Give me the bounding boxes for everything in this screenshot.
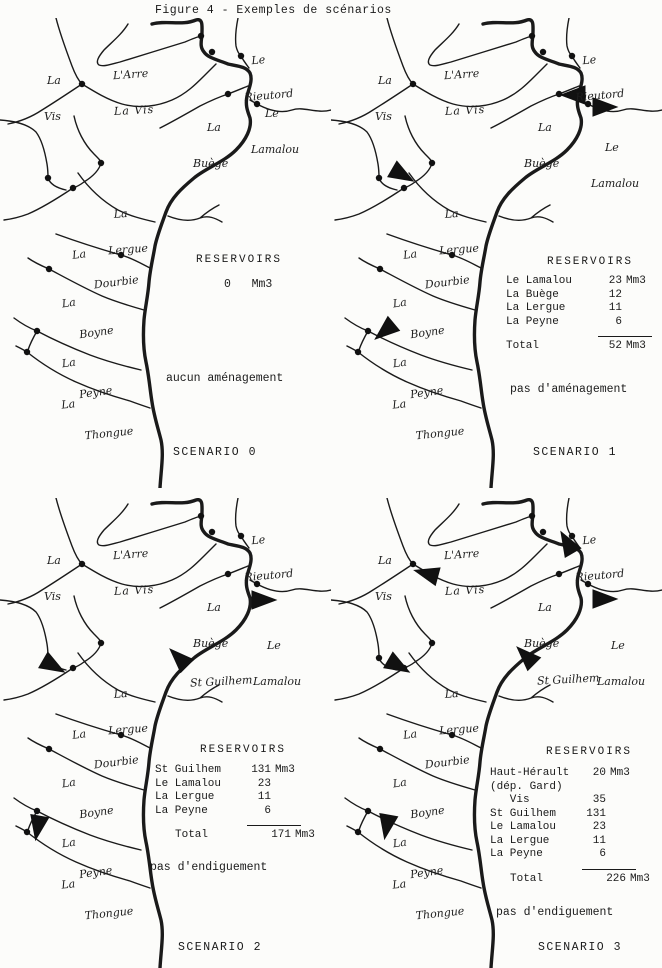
confluence-dot <box>98 160 104 166</box>
confluence-dot <box>529 513 535 519</box>
river-label-line: La <box>538 121 552 134</box>
river-label-st-guilhem <box>188 650 253 713</box>
river-label-line: Le <box>250 533 266 548</box>
river-label-buege <box>524 98 559 194</box>
reservoir-volume: 35 <box>592 794 606 806</box>
reservoirs-title: RESERVOIRS <box>546 746 633 758</box>
east-fork-path <box>499 205 553 222</box>
panel-note: pas d'endiguement <box>496 906 614 919</box>
river-label-line: Lergue <box>107 721 149 738</box>
confluence-dot <box>34 808 40 814</box>
river-label-la-vis-upper <box>375 531 396 627</box>
river-label-line: La <box>60 835 77 851</box>
reservoirs-title: RESERVOIRS <box>547 256 634 268</box>
confluence-dot <box>70 185 76 191</box>
confluence-dot <box>377 746 383 752</box>
confluence-dot <box>410 81 416 87</box>
confluence-dot <box>79 81 85 87</box>
reservoir-name: La Lergue <box>490 834 550 847</box>
river-label-line: La <box>538 601 552 614</box>
reservoir-row <box>490 781 650 795</box>
reservoir-name: Le Lamalou <box>506 275 573 287</box>
reservoir-row <box>506 275 662 289</box>
reservoir-row <box>506 289 662 303</box>
river-label-line: L'Arre <box>443 546 480 563</box>
east-fork-path <box>168 205 222 222</box>
reservoir-volume: 131 <box>586 807 606 820</box>
confluence-dot <box>98 640 104 646</box>
river-label-la-vis-upper <box>44 51 65 147</box>
reservoir-triangle-icon <box>39 652 69 680</box>
river-label-line: Rieutord <box>575 566 625 585</box>
reservoir-unit: Mm3 <box>626 275 646 287</box>
river-label-line: La <box>391 397 407 412</box>
river-label-line: Vis <box>44 110 61 123</box>
total-label: Total <box>506 340 540 352</box>
river-label-line: La <box>60 355 77 371</box>
river-label-line: La <box>113 206 129 221</box>
river-label-st-guilhem <box>535 648 600 711</box>
reservoir-total-row <box>155 829 315 843</box>
herault-main-river-path <box>143 500 251 968</box>
river-label-line: La <box>444 206 460 221</box>
reservoir-volume: 23 <box>257 777 271 790</box>
reservoir-volume: 11 <box>257 791 271 803</box>
lergue-southwest-branch <box>4 668 73 700</box>
reservoir-name: La Lergue <box>506 302 566 314</box>
total-volume: 171 <box>271 829 291 841</box>
confluence-dot <box>376 175 382 181</box>
river-label-line: Lamalou <box>591 177 640 190</box>
river-label-la-vis <box>112 80 155 142</box>
river-label-line: La <box>47 554 61 567</box>
river-label-line: Boyne <box>78 803 115 822</box>
river-label-line: Dourbie <box>424 753 471 772</box>
river-label-line: La <box>378 554 392 567</box>
river-label-line: Dourbie <box>93 273 140 292</box>
scenario-panel <box>0 18 331 488</box>
panel-note: pas d'aménagement <box>510 383 628 396</box>
lergue-upper-stem <box>73 116 101 188</box>
river-label-line: Peyne <box>409 863 445 882</box>
lergue-southwest-branch <box>335 188 404 220</box>
river-label-line: La <box>113 686 129 701</box>
panel-note: pas d'endiguement <box>150 861 268 874</box>
river-label-line: Buège <box>193 637 229 650</box>
figure-title: Figure 4 - Exemples de scénarios <box>155 4 392 17</box>
river-label-line: Boyne <box>78 323 115 342</box>
confluence-dot <box>355 349 361 355</box>
river-label-line: Le <box>581 533 597 548</box>
river-label-line: Thongue <box>415 904 465 923</box>
river-label-la-vis-upper <box>44 531 65 627</box>
reservoirs-title: RESERVOIRS <box>200 744 287 756</box>
river-label-line: La <box>391 295 408 311</box>
river-label-line: La <box>71 247 87 262</box>
river-label-line: La Vis <box>113 582 155 599</box>
river-label-buege <box>193 98 228 194</box>
confluence-dot <box>410 561 416 567</box>
reservoir-volume <box>582 781 606 795</box>
river-label-rieutord <box>239 508 296 608</box>
confluence-dot <box>429 640 435 646</box>
river-label-lamalou <box>251 84 299 180</box>
river-label-line: L'Arre <box>112 66 149 83</box>
river-label-line: La Vis <box>444 102 486 119</box>
river-label-lamalou <box>253 616 301 712</box>
confluence-dot <box>34 328 40 334</box>
river-label-line: La <box>47 74 61 87</box>
reservoir-name: (dép. Gard) <box>490 780 563 793</box>
river-label-line: Buège <box>193 157 229 170</box>
river-label-thongue <box>389 369 467 469</box>
reservoir-volume: 6 <box>599 848 606 860</box>
total-unit: Mm3 <box>630 872 650 885</box>
river-label-thongue <box>58 369 136 469</box>
river-label-line: L'Arre <box>443 66 480 83</box>
river-label-line: La <box>444 686 460 701</box>
river-label-line: La <box>391 877 407 892</box>
reservoir-row <box>155 778 315 792</box>
reservoir-row <box>490 794 650 808</box>
river-label-line: La Vis <box>113 102 155 119</box>
river-label-line: Le <box>581 53 597 68</box>
river-label-line: St Guilhem <box>536 671 600 688</box>
river-label-lamalou <box>591 118 639 214</box>
river-label-line: Buège <box>524 637 560 650</box>
reservoir-name: Le Lamalou <box>490 821 557 833</box>
total-divider <box>582 869 636 870</box>
river-label-line: L'Arre <box>112 546 149 563</box>
reservoir-row <box>506 302 662 316</box>
river-label-line: Boyne <box>409 323 446 342</box>
reservoir-unit: Mm3 <box>275 764 295 776</box>
reservoirs-list <box>155 764 315 843</box>
confluence-dot <box>556 91 562 97</box>
confluence-dot <box>401 185 407 191</box>
river-label-line: La Vis <box>444 582 486 599</box>
river-label-line: Le <box>265 107 279 120</box>
river-label-line: Peyne <box>78 383 114 402</box>
total-unit: Mm3 <box>295 829 315 841</box>
reservoir-volume: 6 <box>264 804 271 817</box>
river-label-line: La <box>71 727 87 742</box>
reservoir-name: Haut-Hérault <box>490 767 570 779</box>
confluence-dot <box>556 571 562 577</box>
reservoir-row <box>490 821 650 835</box>
confluence-dot <box>529 33 535 39</box>
river-label-line: La <box>391 355 408 371</box>
river-label-line: Vis <box>375 590 392 603</box>
confluence-dot <box>365 808 371 814</box>
confluence-dot <box>429 160 435 166</box>
confluence-dot <box>46 746 52 752</box>
river-label-line: Peyne <box>78 863 114 882</box>
total-unit: Mm3 <box>626 340 646 352</box>
river-label-rieutord <box>570 508 627 608</box>
river-label-line: St Guilhem <box>189 673 253 690</box>
scenario-label: SCENARIO 0 <box>173 446 258 459</box>
reservoir-unit: Mm3 <box>610 767 630 779</box>
river-label-line: La <box>60 295 77 311</box>
reservoirs-title: RESERVOIRS <box>196 254 283 266</box>
river-label-line: Lergue <box>438 721 480 738</box>
confluence-dot <box>225 571 231 577</box>
reservoir-volume: 11 <box>608 302 622 314</box>
river-label-line: Thongue <box>415 424 465 443</box>
scenario-label: SCENARIO 2 <box>178 941 263 954</box>
scenario-panel <box>331 498 662 968</box>
river-label-la-vis-upper <box>375 51 396 147</box>
confluence-dot <box>198 33 204 39</box>
reservoirs-total-volume: 0 Mm3 <box>224 278 273 291</box>
confluence-dot <box>540 49 546 55</box>
scenario-label: SCENARIO 1 <box>533 446 618 459</box>
confluence-dot <box>198 513 204 519</box>
river-label-line: Buège <box>524 157 560 170</box>
confluence-dot <box>355 829 361 835</box>
river-label-line: Lergue <box>438 241 480 258</box>
river-label-line: Rieutord <box>575 86 625 105</box>
river-label-line: Dourbie <box>424 273 471 292</box>
river-label-line: La <box>402 247 418 262</box>
confluence-dot <box>209 529 215 535</box>
total-label: Total <box>510 872 544 885</box>
total-volume: 226 <box>606 872 626 885</box>
river-label-line: Le <box>605 141 619 154</box>
reservoir-row <box>490 835 650 849</box>
herault-main-river-path <box>474 20 582 488</box>
reservoir-row <box>490 848 650 862</box>
reservoir-name: La Lergue <box>155 791 215 803</box>
river-label-line: La <box>207 601 221 614</box>
confluence-dot <box>540 529 546 535</box>
river-label-line: Lamalou <box>597 675 646 688</box>
lergue-southwest-branch <box>4 188 73 220</box>
river-label-line: Le <box>611 639 625 652</box>
river-label-line: Peyne <box>409 383 445 402</box>
reservoir-row <box>506 316 662 330</box>
river-label-line: Thongue <box>84 904 134 923</box>
river-label-line: La <box>391 835 408 851</box>
river-label-line: Dourbie <box>93 753 140 772</box>
river-label-line: Le <box>250 53 266 68</box>
confluence-dot <box>79 561 85 567</box>
reservoir-name: La Buège <box>506 288 559 301</box>
total-divider <box>598 336 652 337</box>
reservoir-name: La Peyne <box>506 315 559 328</box>
confluence-dot <box>70 665 76 671</box>
reservoir-volume: 6 <box>615 315 622 328</box>
confluence-dot <box>377 266 383 272</box>
river-label-line: La <box>402 727 418 742</box>
confluence-dot <box>24 829 30 835</box>
confluence-dot <box>24 349 30 355</box>
reservoir-name: St Guilhem <box>490 807 557 820</box>
reservoir-name: La Peyne <box>490 848 543 860</box>
reservoir-row <box>490 767 650 781</box>
reservoir-volume: 11 <box>592 834 606 847</box>
panel-note: aucun aménagement <box>166 372 284 385</box>
river-label-line: La <box>391 775 408 791</box>
reservoir-triangle-icon <box>388 161 418 189</box>
river-label-la-vis <box>112 560 155 622</box>
river-label-line: Vis <box>375 110 392 123</box>
reservoirs-list <box>506 275 662 354</box>
reservoir-total-row <box>490 873 650 887</box>
reservoir-volume: 12 <box>608 288 622 301</box>
reservoir-row <box>490 808 650 822</box>
herault-main-river-path <box>474 500 582 968</box>
confluence-dot <box>46 266 52 272</box>
reservoir-name: La Peyne <box>155 804 208 817</box>
reservoir-volume: 23 <box>608 275 622 287</box>
river-label-line: Lergue <box>107 241 149 258</box>
lergue-southwest-branch <box>335 668 404 700</box>
lergue-upper-stem <box>404 596 432 668</box>
reservoir-name: Le Lamalou <box>155 777 222 790</box>
river-label-line: Vis <box>44 590 61 603</box>
river-label-line: Rieutord <box>244 86 294 105</box>
scenario-label: SCENARIO 3 <box>538 941 623 954</box>
confluence-dot <box>365 328 371 334</box>
river-label-line: Thongue <box>84 424 134 443</box>
river-label-rieutord <box>570 28 627 128</box>
confluence-dot <box>225 91 231 97</box>
river-label-line: La <box>60 877 76 892</box>
river-label-line: Rieutord <box>244 566 294 585</box>
reservoir-row <box>155 764 315 778</box>
reservoir-name: Vis <box>490 794 530 806</box>
river-label-line: Le <box>267 639 281 652</box>
river-label-thongue <box>389 849 467 949</box>
river-label-thongue <box>58 849 136 949</box>
reservoir-row <box>155 791 315 805</box>
reservoir-triangle-icon <box>27 815 49 842</box>
total-divider <box>247 825 301 826</box>
reservoir-total-row <box>506 340 662 354</box>
river-label-line: La <box>60 775 77 791</box>
reservoir-volume: 23 <box>592 821 606 833</box>
confluence-dot <box>45 175 51 181</box>
river-label-line: La <box>378 74 392 87</box>
river-label-la-vis <box>443 560 486 622</box>
river-label-line: Lamalou <box>253 675 302 688</box>
confluence-dot <box>209 49 215 55</box>
reservoir-volume: 131 <box>251 764 271 776</box>
river-label-line: La <box>207 121 221 134</box>
reservoir-row <box>155 805 315 819</box>
total-volume: 52 <box>608 340 622 352</box>
confluence-dot <box>376 655 382 661</box>
river-label-line: Boyne <box>409 803 446 822</box>
river-label-line: Lamalou <box>251 143 300 156</box>
total-label: Total <box>175 829 209 841</box>
scenario-panel <box>0 498 331 968</box>
reservoir-volume: 20 <box>592 767 606 779</box>
lergue-upper-stem <box>73 596 101 668</box>
reservoirs-list <box>490 767 650 886</box>
river-label-line: La <box>60 397 76 412</box>
scenario-panel <box>331 18 662 488</box>
river-label-lamalou <box>597 616 645 712</box>
reservoir-name: St Guilhem <box>155 764 222 776</box>
river-label-la-vis <box>443 80 486 142</box>
